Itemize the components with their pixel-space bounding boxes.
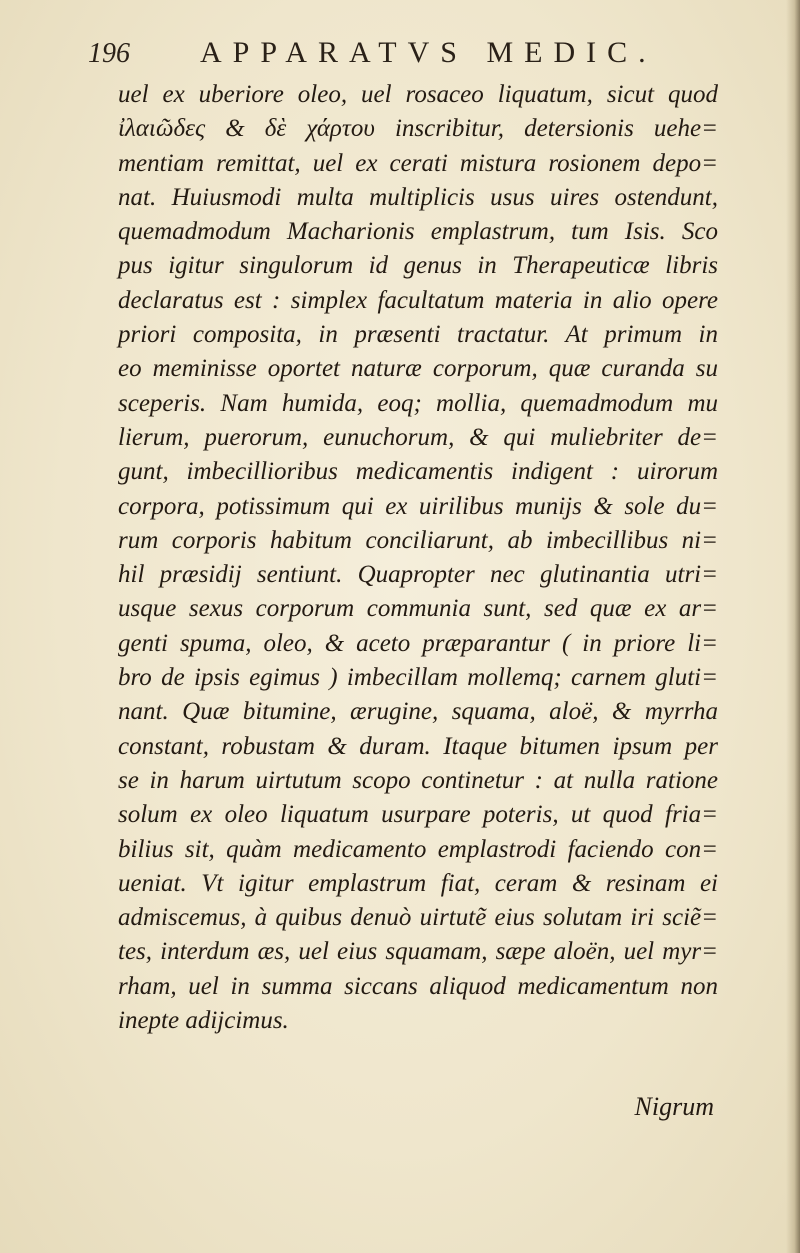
text-line: rham, uel in summa siccans aliquod medicamentum non [118,972,718,1000]
text-line: se in harum uirtutum scopo continetur : at nulla ratione [118,766,718,794]
text-line: bilius sit, quàm medicamento emplastrodi faciendo con= [118,835,718,863]
text-line: solum ex oleo liquatum usurpare poteris, ut quod fria= [118,801,718,829]
text-line: mentiam remittat, uel ex cerati mistura rosionem depo= [118,149,718,177]
page-header [88,34,708,74]
text-line: hil præsidij sentiunt. Quapropter nec glutinantia utri= [118,561,718,589]
text-line: uel ex uberiore oleo, uel rosaceo liquatum, sicut quod [118,81,718,108]
text-line: admiscemus, à quibus denuò uirtutẽ eius solutam iri sciẽ= [118,904,718,932]
text-line: constant, robustam & duram. Itaque bitumen ipsum per [118,732,718,760]
text-line: nant. Quæ bitumine, ærugine, squama, aloë, & myrrha [118,698,718,726]
body-text [118,78,718,1038]
text-line: priori composita, in præsenti tractatur. At primum in [118,321,718,349]
text-line: corpora, potissimum qui ex uirilibus munijs & sole du= [118,492,718,520]
text-line: ueniat. Vt igitur emplastrum fiat, ceram & resinam ei [118,869,718,897]
page-edge-shadow [786,0,800,1253]
text-line: quemadmodum Macharionis emplastrum, tum Isis. Sco [118,218,718,246]
text-line: lierum, puerorum, eunuchorum, & qui muliebriter de= [118,423,718,451]
page-number: 196 [88,38,130,69]
text-line: tes, interdum æs, uel eius squamam, sæpe aloën, uel myr= [118,938,718,966]
text-line: eo meminisse oportet naturæ corporum, quæ curanda su [118,355,718,383]
text-line: nat. Huiusmodi multa multiplicis usus uires ostendunt, [118,183,718,211]
text-line: gunt, imbecillioribus medicamentis indigent : uirorum [118,458,718,486]
text-line: genti spuma, oleo, & aceto præparantur ( in priore li= [118,629,718,657]
text-line: ἰλαιῶδες & δὲ χάρτου inscribitur, detersionis uehe= [118,115,718,143]
text-line: inepte adijcimus. [118,1007,289,1035]
text-line: usque sexus corporum communia sunt, sed quæ ex ar= [118,595,718,623]
text-line: pus igitur singulorum id genus in Therapeuticæ libris [118,252,718,280]
text-line: bro de ipsis egimus ) imbecillam mollemq; carnem gluti= [118,664,718,692]
text-line: declaratus est : simplex facultatum materia in alio opere [118,286,718,314]
running-head: APPARATVS MEDIC. [200,36,657,69]
catchword: Nigrum [634,1092,714,1121]
text-line: rum corporis habitum conciliarunt, ab imbecillibus ni= [118,526,718,554]
text-line: sceperis. Nam humida, eoq; mollia, quemadmodum mu [118,389,718,417]
